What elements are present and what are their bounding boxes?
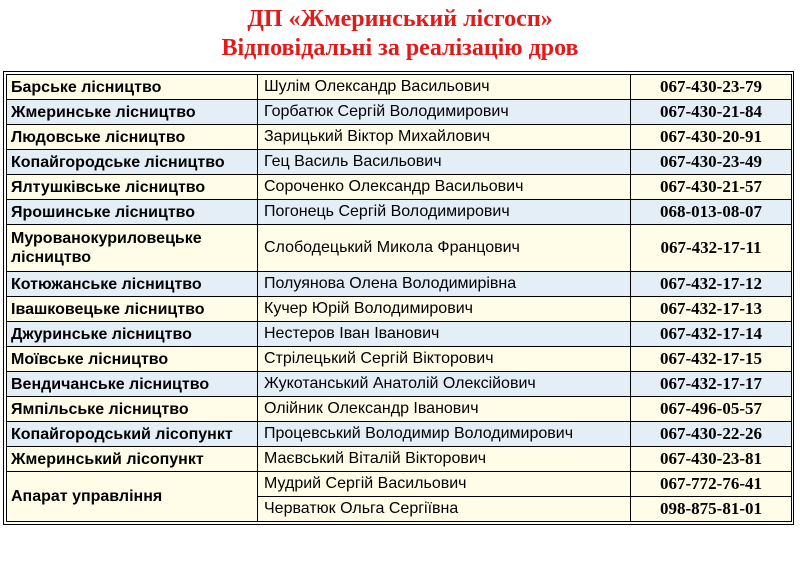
- responsible-person-cell: Сороченко Олександр Васильович: [258, 175, 631, 200]
- forestry-unit-cell: Ямпільське лісництво: [7, 397, 258, 422]
- table-row: [7, 175, 792, 200]
- forestry-unit-cell: Джуринське лісництво: [7, 322, 258, 347]
- phone-cell: 067-432-17-12: [631, 272, 792, 297]
- table-row: [7, 397, 792, 422]
- phone-cell: 067-430-23-79: [631, 75, 792, 100]
- table-row: [7, 422, 792, 447]
- responsible-person-cell: Слободецький Микола Францович: [258, 225, 631, 272]
- contacts-table: [6, 74, 792, 522]
- table-row: [7, 272, 792, 297]
- responsible-person-cell: Горбатюк Сергій Володимирович: [258, 100, 631, 125]
- responsible-person-cell: Олійник Олександр Іванович: [258, 397, 631, 422]
- responsible-person-cell: Жукотанський Анатолій Олексійович: [258, 372, 631, 397]
- responsible-person-cell: Погонець Сергій Володимирович: [258, 200, 631, 225]
- forestry-unit-cell: Ярошинське лісництво: [7, 200, 258, 225]
- table-row: [7, 472, 792, 497]
- table-row: [7, 75, 792, 100]
- responsible-person-cell: Кучер Юрій Володимирович: [258, 297, 631, 322]
- responsible-person-cell: Черватюк Ольга Сергіївна: [258, 497, 631, 522]
- phone-cell: 067-430-21-84: [631, 100, 792, 125]
- table-row: [7, 200, 792, 225]
- table-row: [7, 100, 792, 125]
- page-subtitle: Відповідальні за реалізацію дров: [221, 35, 579, 61]
- phone-cell: 098-875-81-01: [631, 497, 792, 522]
- phone-cell: 067-432-17-14: [631, 322, 792, 347]
- phone-cell: 067-430-21-57: [631, 175, 792, 200]
- forestry-unit-cell: Вендичанське лісництво: [7, 372, 258, 397]
- phone-cell: 067-432-17-15: [631, 347, 792, 372]
- table-row: [7, 125, 792, 150]
- forestry-unit-cell: Моївське лісництво: [7, 347, 258, 372]
- responsible-person-cell: Нестеров Іван Іванович: [258, 322, 631, 347]
- page-title: ДП «Жмеринський лісгосп»: [247, 6, 553, 32]
- table-row: [7, 322, 792, 347]
- forestry-unit-cell: Копайгородський лісопункт: [7, 422, 258, 447]
- table-row: [7, 150, 792, 175]
- table-row: [7, 225, 792, 272]
- forestry-unit-cell: Жмеринський лісопункт: [7, 447, 258, 472]
- forestry-unit-cell: Копайгородське лісництво: [7, 150, 258, 175]
- responsible-person-cell: Процевський Володимир Володимирович: [258, 422, 631, 447]
- forestry-unit-cell: Мурованокуриловецьке лісництво: [7, 225, 258, 272]
- phone-cell: 067-432-17-11: [631, 225, 792, 272]
- responsible-person-cell: Шулім Олександр Васильович: [258, 75, 631, 100]
- table-row: [7, 297, 792, 322]
- phone-cell: 067-496-05-57: [631, 397, 792, 422]
- phone-cell: 067-430-20-91: [631, 125, 792, 150]
- responsible-person-cell: Гец Василь Васильович: [258, 150, 631, 175]
- responsible-person-cell: Мудрий Сергій Васильович: [258, 472, 631, 497]
- forestry-unit-cell: Івашковецьке лісництво: [7, 297, 258, 322]
- phone-cell: 067-432-17-13: [631, 297, 792, 322]
- phone-cell: 067-430-23-81: [631, 447, 792, 472]
- table-row: [7, 372, 792, 397]
- phone-cell: 068-013-08-07: [631, 200, 792, 225]
- responsible-person-cell: Зарицький Віктор Михайлович: [258, 125, 631, 150]
- phone-cell: 067-430-22-26: [631, 422, 792, 447]
- responsible-person-cell: Стрілецький Сергій Вікторович: [258, 347, 631, 372]
- forestry-unit-cell: Барське лісництво: [7, 75, 258, 100]
- forestry-unit-cell: Апарат управління: [7, 472, 258, 522]
- forestry-unit-cell: Ялтушківське лісництво: [7, 175, 258, 200]
- forestry-unit-cell: Жмеринське лісництво: [7, 100, 258, 125]
- phone-cell: 067-430-23-49: [631, 150, 792, 175]
- phone-cell: 067-432-17-17: [631, 372, 792, 397]
- table-row: [7, 347, 792, 372]
- phone-cell: 067-772-76-41: [631, 472, 792, 497]
- forestry-unit-cell: Котюжанське лісництво: [7, 272, 258, 297]
- forestry-unit-cell: Людовське лісництво: [7, 125, 258, 150]
- responsible-person-cell: Маєвський Віталій Вікторович: [258, 447, 631, 472]
- responsible-person-cell: Полуянова Олена Володимирівна: [258, 272, 631, 297]
- table-row: [7, 447, 792, 472]
